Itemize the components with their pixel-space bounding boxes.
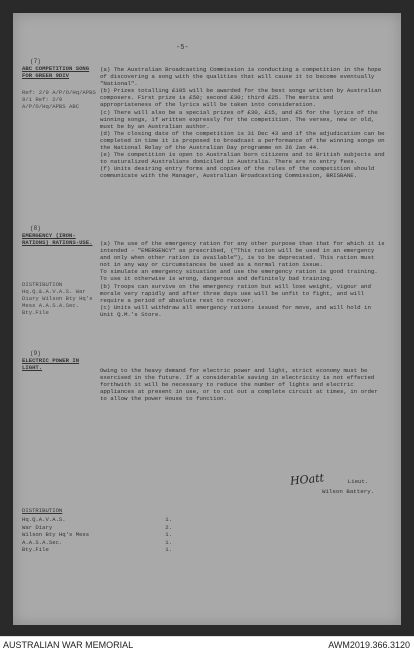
- section-7-number: (7): [30, 58, 41, 65]
- para-8b: (b) Troops can survive on the emergency ration but will lose weight, vigour and morale very rapidly and after three days use will be unfit to fight, and will require a period of absolute rest to recover.: [100, 282, 371, 304]
- section-8-number: (8): [30, 225, 41, 232]
- para-7c: (c) There will also be a special prizes of £30, £15, and £5 for the lyrics of the winning songs, if written expressly for the competition. The verses, new or old, must be by an Australian author.: [100, 108, 378, 130]
- para-7f: (f) Units desiring entry forms and copies of the rules of the competition should communicate with the Manager, Australian Broadcasting Commission, BRISBANE.: [100, 165, 375, 180]
- section-9-body: [100, 367, 385, 402]
- section-7-body: [100, 66, 385, 180]
- archive-footer: [0, 636, 414, 654]
- footer-institution: AUSTRALIAN WAR MEMORIAL: [3, 640, 134, 650]
- distribution-row: Bty.File 1.: [22, 546, 172, 554]
- distribution-list: [22, 507, 172, 553]
- distribution-row: War Diary 2.: [22, 523, 172, 531]
- section-8-refs: DISTRIBUTION Hq.Q.&.A.V.A.S. War Diary Wilson Bty Hq's Mess A.A.S.A.Sec. Bty.File: [22, 281, 93, 316]
- section-7-heading: ABC COMPETITION SONG FOR GREEN 9DIV: [22, 65, 90, 79]
- para-9: Owing to the heavy demand for electric power and light, strict economy must be exercised in the future. If a considerable saving in electricity is not effected forthwith it will be necessary to reduce the number of lights and electric appliances at present in use, or to cut out a complete circuit at times, in order to allow the power House to function.: [100, 367, 378, 403]
- signature-scrawl: HOatt: [289, 471, 325, 488]
- distribution-row: Hq.Q.A.V.A.S. 1.: [22, 516, 172, 524]
- para-8a-cont: To simulate an emergency situation and use the emergency ration is good training. To use it otherwise is wrong, dangerous and definitely bad training.: [100, 268, 378, 283]
- para-8c: (c) Units will withdraw all emergency rations issued for move, and will hold in Unit Q.M.'s Store.: [100, 303, 371, 318]
- signature-unit: Wilson Battery.: [322, 488, 375, 495]
- para-7a: (a) The Australian Broadcasting Commission is conducting a competition in the hope of discovering a song with the qualities that will cause it to become eventually "National".: [100, 66, 382, 88]
- distribution-row: Wilson Bty Hq's Mess 1.: [22, 531, 172, 539]
- page-number: -5-: [176, 44, 189, 52]
- distribution-row: A.A.S.A.Sec. 1.: [22, 538, 172, 546]
- signature-block: [290, 470, 390, 495]
- distribution-title: DISTRIBUTION: [22, 507, 63, 514]
- section-8-body: [100, 240, 385, 318]
- section-8-heading: EMERGENCY (IRON-RATIONS) RATIONS-USE.: [22, 232, 93, 246]
- section-7-refs: Ref: 2/9 A/P/O/Hq/APBS 9/1 Ref: 2/9 A/P/O/Hq/APBS ABC: [22, 89, 96, 110]
- section-9-heading: ELECTRIC POWER IN LIGHT.: [22, 357, 80, 371]
- footer-accession-number: AWM2019.366.3120: [328, 640, 410, 650]
- signature-rank: Lieut.: [347, 478, 369, 485]
- para-7d: (d) The closing date of the competition is 31 Dec 43 and if the adjudication can be completed in time it is proposed to broadcast a performance of the winning songs on the National Relay of the Australian Day programme on 26 Jan 44.: [100, 129, 385, 152]
- para-8a: (a) The use of the emergency ration for any other purpose than that for which it is intended - "EMERGENCY" as prescribed, ("This ration will be used in an emergency and only when other ration is available"), is to be deprecated. This ration must not in any way or circumstances be used as a normal ration issue.: [100, 240, 385, 269]
- section-9-number: (9): [30, 350, 41, 357]
- para-7e: (e) The competition is open to Australian born citizens and to British subjects and to naturalized Australians domiciled in Australia. There are no entry fees.: [100, 151, 385, 166]
- para-7b: (b) Prizes totalling £105 will be awarded for the best songs written by Australian composers. First prize is £50; second £30; third £25. The merits and appropriateness of the lyrics will be taken into consideration.: [100, 87, 382, 109]
